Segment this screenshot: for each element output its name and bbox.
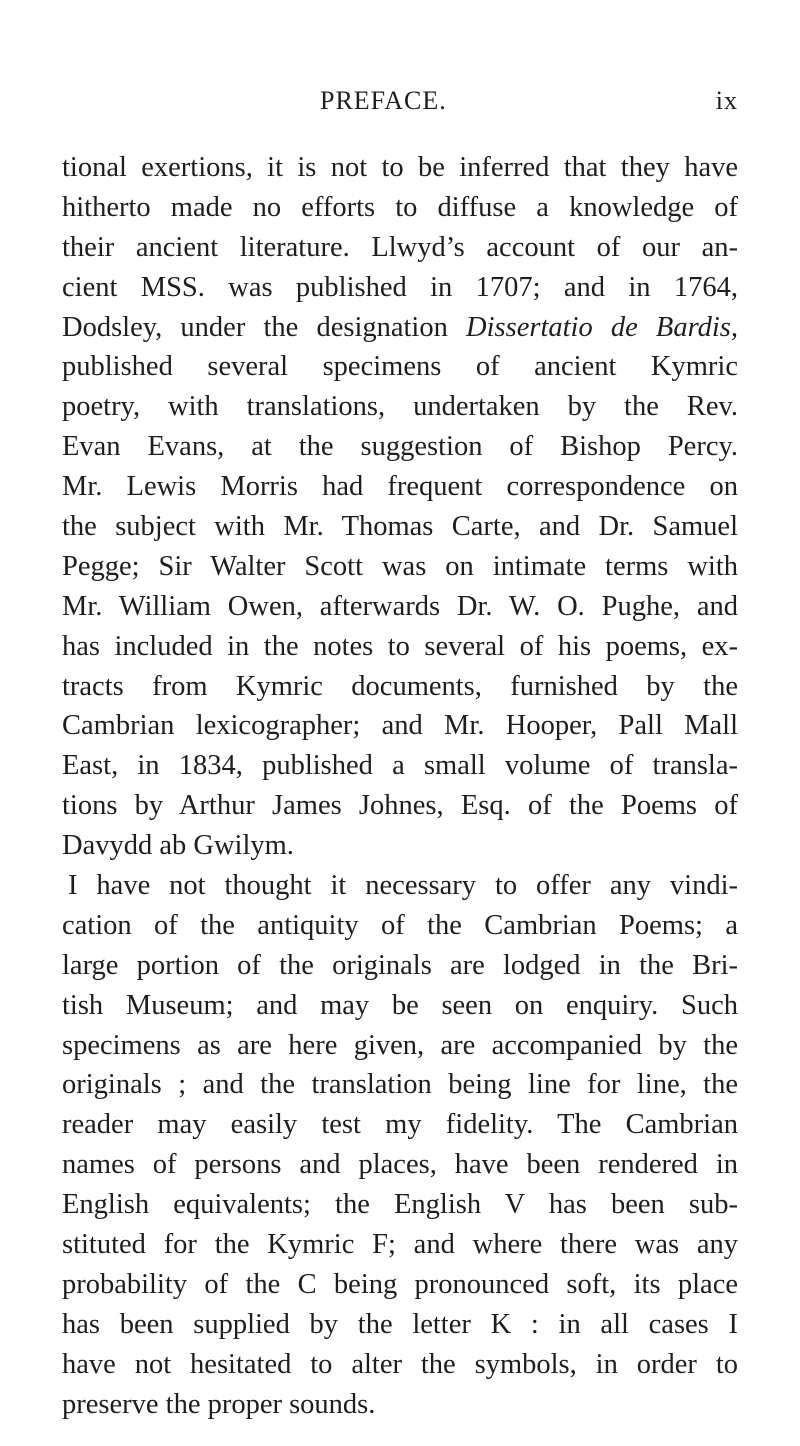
text-line: Mr. Lewis Morris had frequent correspondence on [62,471,738,503]
body-text [62,148,738,1425]
text-line: their ancient literature. Llwyd’s account of our an- [62,231,738,263]
text-line: cient MSS. was published in 1707; and in 1764, [62,271,738,303]
text-line: probability of the C being pronounced soft, its place [62,1268,738,1300]
text-line: preserve the proper sounds. [62,1388,376,1420]
text-line: reader may easily test my fidelity. The Cambrian [62,1109,738,1141]
text-line: stituted for the Kymric F; and where there was any [62,1229,738,1261]
text-line: originals ; and the translation being line for line, the [62,1069,738,1101]
text-line: Davydd ab Gwilym. [62,830,294,862]
text-line [62,308,738,348]
text-line: East, in 1834, published a small volume of transla- [62,750,738,782]
text-line: published several specimens of ancient Kymric [62,351,738,383]
text-line: Mr. William Owen, afterwards Dr. W. O. Pughe, and [62,590,738,622]
paragraph-2 [62,866,738,1424]
text-line: large portion of the originals are lodged in the Bri- [62,949,738,981]
text-line: Evan Evans, at the suggestion of Bishop Percy. [62,431,738,463]
italic-title: Dissertatio de Bardis, [466,311,739,343]
text-line: tional exertions, it is not to be inferred that they have [62,152,738,183]
text-line: hitherto made no efforts to diffuse a knowledge of [62,191,738,223]
paragraph-1 [62,148,738,866]
text-line: cation of the antiquity of the Cambrian Poems; a [62,909,738,941]
text-line: has included in the notes to several of his poems, ex- [62,630,738,662]
text-line: tish Museum; and may be seen on enquiry. Such [62,989,738,1021]
text-line: tions by Arthur James Johnes, Esq. of the Poems of [62,790,738,822]
running-title: PREFACE. [320,86,447,115]
text-line: has been supplied by the letter K : in all cases I [62,1308,738,1340]
text-line: have not hesitated to alter the symbols, in order to [62,1348,738,1380]
text-line: specimens as are here given, are accompanied by the [62,1029,738,1061]
page-number: ix [715,86,738,115]
text-line: I have not thought it necessary to offer any vindi- [68,870,738,902]
text-line: English equivalents; the English V has been sub- [62,1189,738,1221]
text-segment: Dodsley, under the designation [62,311,448,343]
text-line: tracts from Kymric documents, furnished by the [62,670,738,702]
text-line: poetry, with translations, undertaken by the Rev. [62,391,738,423]
running-header [0,86,800,120]
text-line: the subject with Mr. Thomas Carte, and Dr. Samuel [62,511,738,543]
text-line: Cambrian lexicographer; and Mr. Hooper, Pall Mall [62,710,738,742]
text-line: Pegge; Sir Walter Scott was on intimate terms with [62,550,738,582]
text-line: names of persons and places, have been rendered in [62,1149,738,1181]
